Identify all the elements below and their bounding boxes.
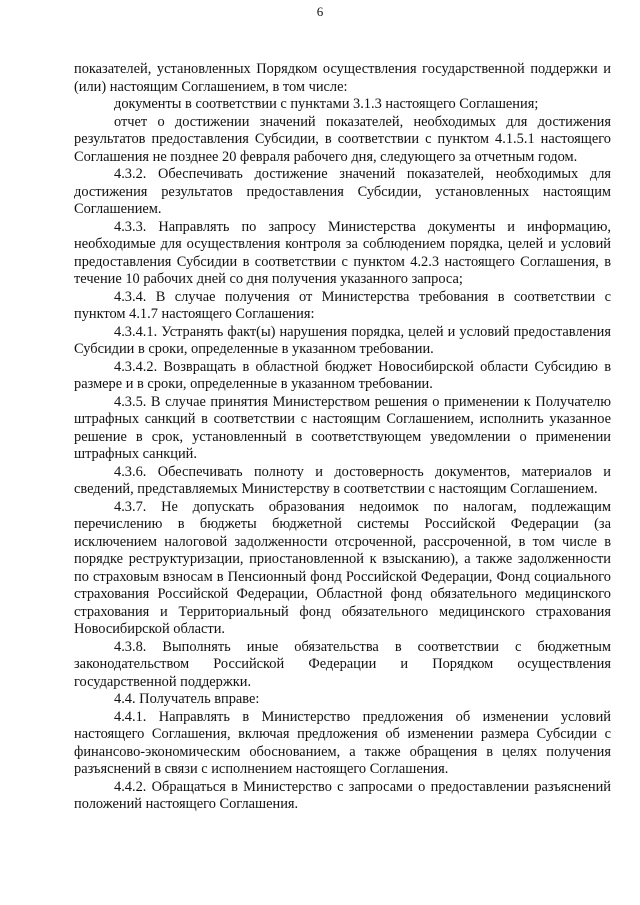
paragraph-continuation: показателей, установленных Порядком осуществления государственной поддержки и (или) настоящим Соглашением, в том числе:	[74, 61, 611, 95]
clause-4-3-5: 4.3.5. В случае принятия Министерством решения о применении к Получателю штрафных санкций в соответствии с настоящим Соглашением, исполнить указанное решение в срок, установленный в соответствующем уведомлении о применении штрафных санкций.	[74, 393, 611, 462]
clause-4-3-4-1: 4.3.4.1. Устранять факт(ы) нарушения порядка, целей и условий предоставления Субсидии в сроки, определенные в указанном требовании.	[74, 323, 611, 357]
clause-4-3-7: 4.3.7. Не допускать образования недоимок по налогам, подлежащим перечислению в бюджеты бюджетной системы Российской Федерации (за исключением налоговой задолженности отсроченной, рассроченной, в том числе в порядке реструктуризации, приостановленной к взысканию), а также задолженности по страховым взносам в Пенсионный фонд Российской Федерации, Фонд социального страхования Российской Федерации, Областной фонд обязательного медицинского страхования и Территориальный фонд обязательного медицинского страхования Новосибирской области.	[74, 498, 611, 637]
clause-4-4: 4.4. Получатель вправе:	[114, 691, 260, 707]
clause-4-3-2: 4.3.2. Обеспечивать достижение значений показателей, необходимых для достижения результатов предоставления Субсидии, установленных настоящим Соглашением.	[74, 166, 611, 217]
page-number: 6	[316, 4, 324, 19]
clause-4-3-8: 4.3.8. Выполнять иные обязательства в соответствии с бюджетным законодательством Российской Федерации и Порядком осуществления государственной поддержки.	[74, 638, 611, 690]
clause-4-3-6: 4.3.6. Обеспечивать полноту и достоверность документов, материалов и сведений, представляемых Министерству в соответствии с настоящим Соглашением.	[74, 463, 611, 497]
paragraph: отчет о достижении значений показателей, необходимых для достижения результатов предоставления Субсидии, в соответствии с пунктом 4.1.5.1 настоящего Соглашения не позднее 20 февраля рабочего дня, следующего за отчетным годом.	[74, 113, 611, 165]
clause-4-3-3: 4.3.3. Направлять по запросу Министерства документы и информацию, необходимые для осуществления контроля за соблюдением порядка, целей и условий предоставления Субсидии в соответствии с пунктом 4.2.3 настоящего Соглашения, в течение 10 рабочих дней со дня получения указанного запроса;	[74, 218, 611, 287]
paragraph: документы в соответствии с пунктами 3.1.3 настоящего Соглашения;	[114, 96, 539, 112]
clause-4-3-4-2: 4.3.4.2. Возвращать в областной бюджет Новосибирской области Субсидию в размере и в сроки, определенные в указанном требовании.	[74, 358, 611, 392]
clause-4-3-4: 4.3.4. В случае получения от Министерства требования в соответствии с пунктом 4.1.7 настоящего Соглашения:	[74, 288, 611, 322]
document-body	[74, 61, 611, 814]
clause-4-4-2: 4.4.2. Обращаться в Министерство с запросами о предоставлении разъяснений положений настоящего Соглашения.	[74, 778, 611, 812]
clause-4-4-1: 4.4.1. Направлять в Министерство предложения об изменении условий настоящего Соглашения, включая предложения об изменении размера Субсидии с финансово-экономическим обоснованием, а также обращения в целях получения разъяснений в связи с исполнением настоящего Соглашения.	[74, 708, 611, 777]
